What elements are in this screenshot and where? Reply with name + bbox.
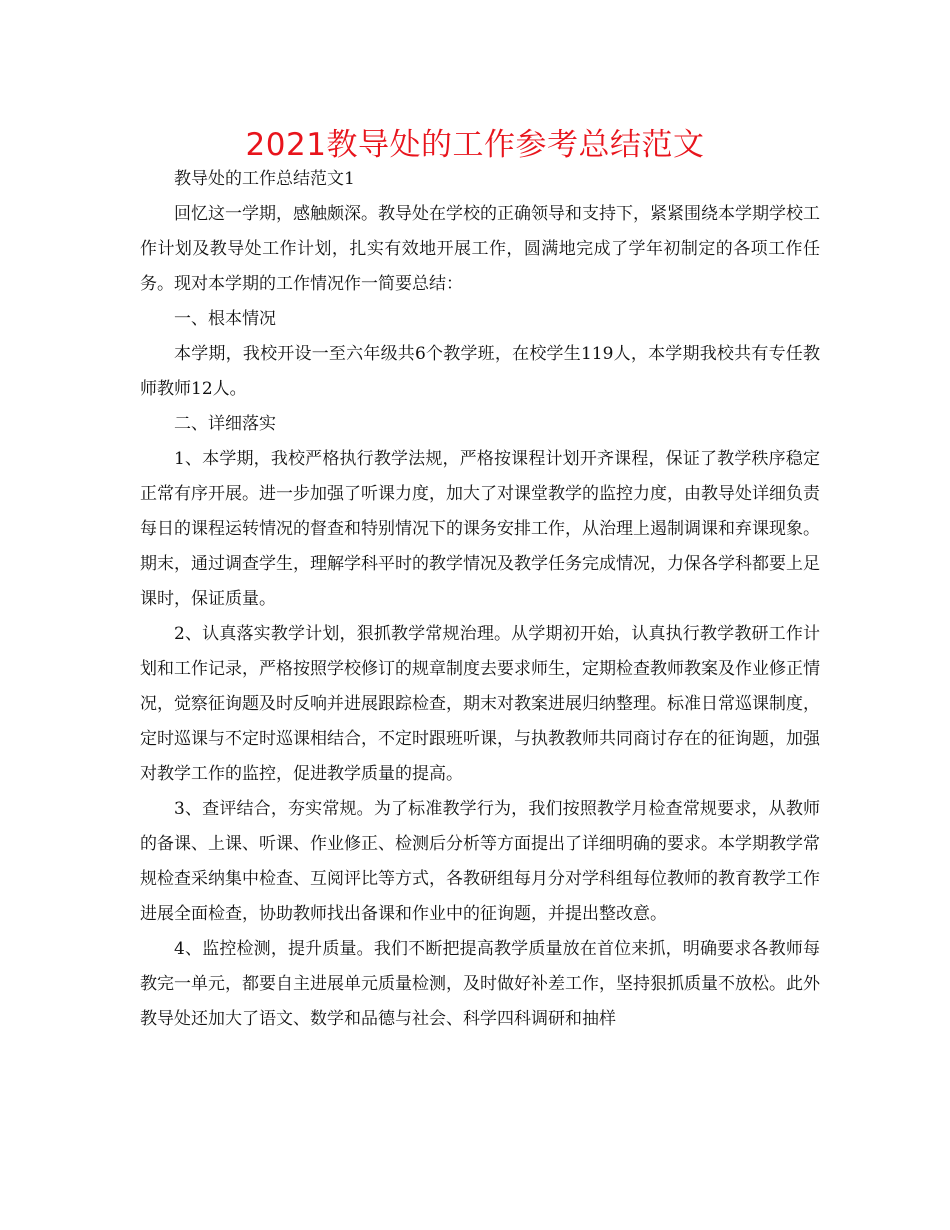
paragraph: 4、监控检测，提升质量。我们不断把提高教学质量放在首位来抓，明确要求各教师每教完一单元，都要自主进展单元质量检测，及时做好补差工作，坚持狠抓质量不放松。此外教导处还加大了语文、数学和品德与社会、科学四科调研和抽样 — [140, 939, 820, 1029]
section-heading: 教导处的工作总结范文1 — [174, 169, 355, 189]
document-title: 2021教导处的工作参考总结范文 — [245, 127, 705, 163]
paragraph: 回忆这一学期，感触颇深。教导处在学校的正确领导和支持下，紧紧围绕本学期学校工作计划及教导处工作计划，扎实有效地开展工作，圆满地完成了学年初制定的各项工作任务。现对本学期的工作情况作一简要总结： — [140, 204, 820, 294]
paragraph: 2、认真落实教学计划，狠抓教学常规治理。从学期初开始，认真执行教学教研工作计划和工作记录，严格按照学校修订的规章制度去要求师生，定期检查教师教案及作业修正情况，觉察征询题及时反响并进展跟踪检查，期末对教案进展归纳整理。标准日常巡课制度，定时巡课与不定时巡课相结合，不定时跟班听课，与执教教师共同商讨存在的征询题，加强对教学工作的监控，促进教学质量的提高。 — [140, 624, 820, 784]
document-body — [140, 162, 820, 1037]
section-heading: 二、详细落实 — [174, 414, 276, 434]
section-heading: 一、根本情况 — [174, 309, 276, 329]
paragraph: 3、查评结合，夯实常规。为了标准教学行为，我们按照教学月检查常规要求，从教师的备课、上课、听课、作业修正、检测后分析等方面提出了详细明确的要求。本学期教学常规检查采纳集中检查、互阅评比等方式，各教研组每月分对学科组每位教师的教育教学工作进展全面检查，协助教师找出备课和作业中的征询题，并提出整改意。 — [140, 799, 820, 924]
paragraph: 1、本学期，我校严格执行教学法规，严格按课程计划开齐课程，保证了教学秩序稳定正常有序开展。进一步加强了听课力度，加大了对课堂教学的监控力度，由教导处详细负责每日的课程运转情况的督查和特别情况下的课务安排工作，从治理上遏制调课和弃课现象。期末，通过调查学生，理解学科平时的教学情况及教学任务完成情况，力保各学科都要上足课时，保证质量。 — [140, 449, 820, 609]
paragraph: 本学期，我校开设一至六年级共6个教学班，在校学生119人，本学期我校共有专任教师教师12人。 — [140, 344, 820, 399]
